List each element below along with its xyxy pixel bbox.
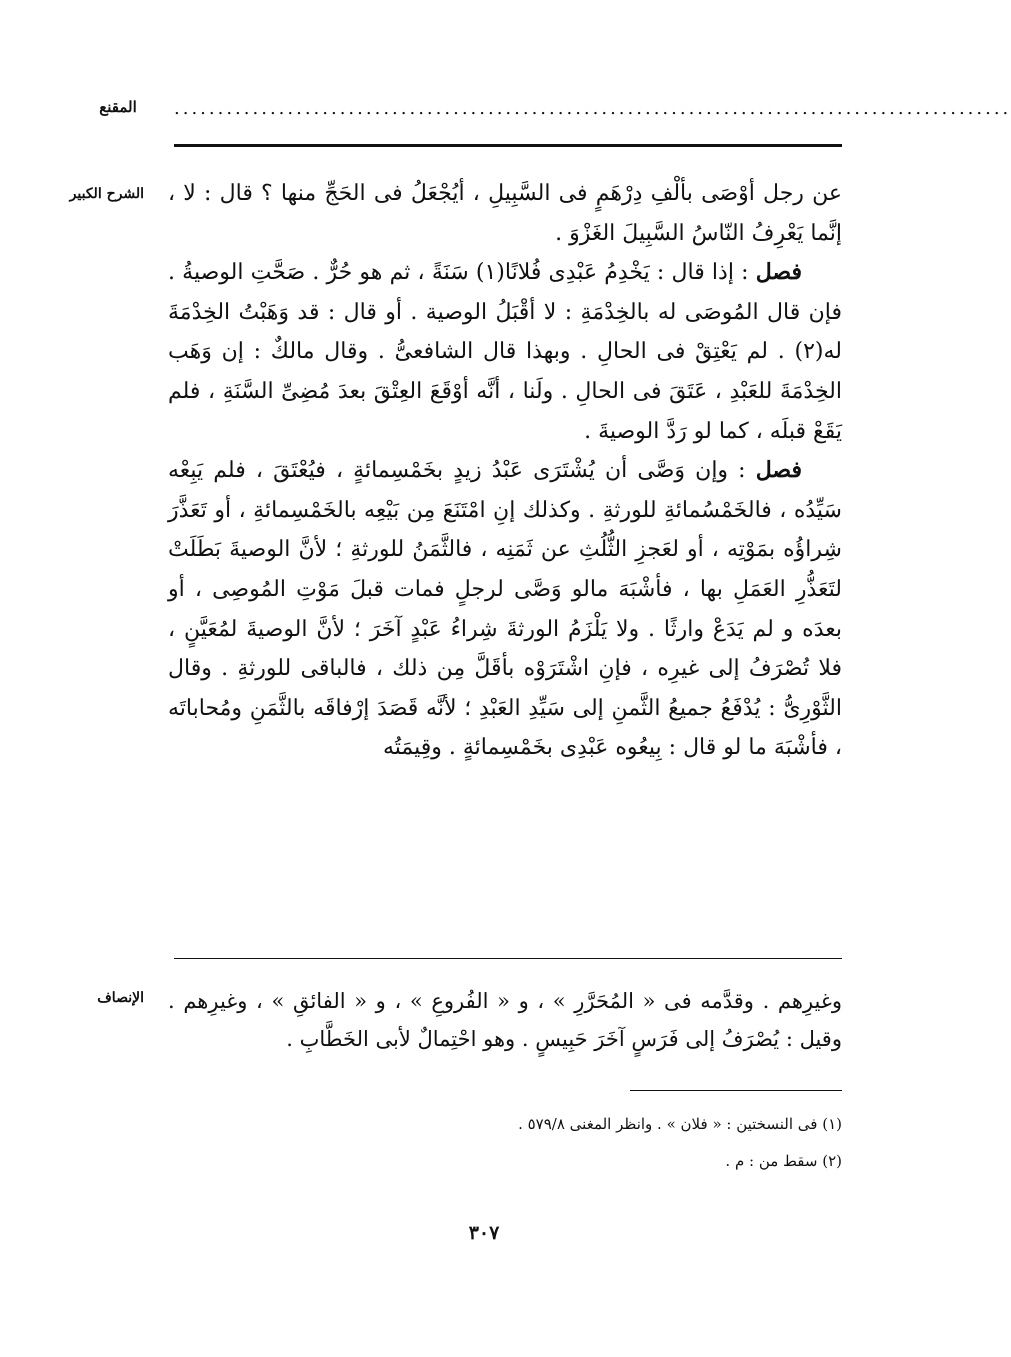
footnote-rule: [630, 1090, 842, 1091]
paragraph-1-text: عن رجل أوْصَى بألْفِ دِرْهَمٍ فى السَّبِيلِ ، أيُجْعَلُ فى الحَجِّ منها ؟ قال : لا ، إنَّما يَعْرِفُ النّاسُ السَّبِيلَ الغَزْوَ .: [168, 181, 842, 246]
paragraph-2-text: : إذا قال : يَخْدِمُ عَبْدِى فُلانًا(١) سَنَةً ، ثم هو حُرٌّ . صَحَّتِ الوصيةُ . فإن قال المُوصَى له بالخِدْمَةِ : لا أقْبَلُ الوصية . أو قال : قد وَهَبْتُ الخِدْمَةَ له(٢) . لم يَعْتِقْ فى الحالِ . وبهذا قال الشافعىُّ . وقال مالكٌ : إن وَهَب الخِدْمَةَ للعَبْدِ ، عَتَقَ فى الحالِ . ولَنا ، أنَّه أوْقَعَ العِتْقَ بعدَ مُضِىِّ السَّنَةِ ، فلم يَقَعْ قبلَه ، كما لو رَدَّ الوصيةَ .: [168, 260, 842, 444]
footnote-1: (١) فى النسختين : « فلان » . وانظر المغنى ٥٧٩/٨ .: [518, 1115, 842, 1133]
header-rule: [174, 144, 842, 147]
sharh-paragraph-2: [168, 253, 842, 451]
sharh-paragraph-1: [168, 174, 842, 253]
footnotes: [168, 1114, 842, 1188]
insaf-paragraph: وغيرِهم . وقدَّمه فى « المُحَرَّرِ » ، و « الفُروعِ » ، و « الفائقِ » ، وغيرِهم . وقيل : يُصْرَفُ إلى فَرَسٍ آخَرَ حَبِيسٍ . وهو احْتِمالٌ لأبى الخَطَّابِ .: [168, 989, 842, 1051]
page-number: ٣٠٧: [468, 1222, 500, 1244]
sharh-section-label: الشرح الكبير: [69, 186, 144, 202]
fasl-heading-1: فصل: [755, 259, 802, 286]
footnote-2: (٢) سقط من : م .: [725, 1152, 842, 1170]
fasl-heading-2: فصل: [755, 457, 802, 484]
paragraph-3-text: : وإن وَصَّى أن يُشْتَرَى عَبْدُ زيدٍ بخَمْسِمائةٍ ، فيُعْتَقَ ، فلم يَبِعْه سَيِّدُه ، فالخَمْسُمائةِ للورثةِ . وكذلك إنِ امْتَنَعَ مِن بَيْعِه بالخَمْسِمائةِ ، أو تَعَذَّرَ شِراؤُه بمَوْتِه ، أو لعَجزِ الثُّلُثِ عن ثَمَنِه ، فالثَّمَنُ للورثةِ ؛ لأنَّ الوصيةَ بَطَلَتْ لتَعَذُّرِ العَمَلِ بها ، فأشْبَهَ مالو وَصَّى لرجلٍ فمات قبلَ مَوْتِ المُوصِى ، أو بعدَه و لم يَدَعْ وارثًا . ولا يَلْزَمُ الورثةَ شِراءُ عَبْدٍ آخَرَ ؛ لأنَّ الوصيةَ لمُعَيَّنٍ ، فلا تُصْرَفُ إلى غيرِه ، فإنِ اشْتَرَوْه بأقَلَّ مِن ذلك ، فالباقى للورثةِ . وقال الثَّوْرِىُّ : يُدْفَعُ جميعُ الثَّمنِ إلى سَيِّدِ العَبْدِ ؛ لأنَّه قَصَدَ إرْفاقَه بالثَّمَنِ ومُحاباتَه ، فأشْبَهَ ما لو قال : بِيعُوه عَبْدِى بخَمْسِمائةٍ . وقِيمَتُه: [168, 458, 842, 761]
insaf-text-block: [168, 982, 842, 1058]
sharh-paragraph-3: [168, 451, 842, 768]
sharh-text-block: [168, 174, 842, 768]
running-header-title: المقنع: [99, 98, 137, 116]
header-dotted-leader: ................................................................................................: [174, 98, 1011, 119]
insaf-section-label: الإنصاف: [97, 990, 144, 1006]
section-divider: [174, 958, 842, 959]
